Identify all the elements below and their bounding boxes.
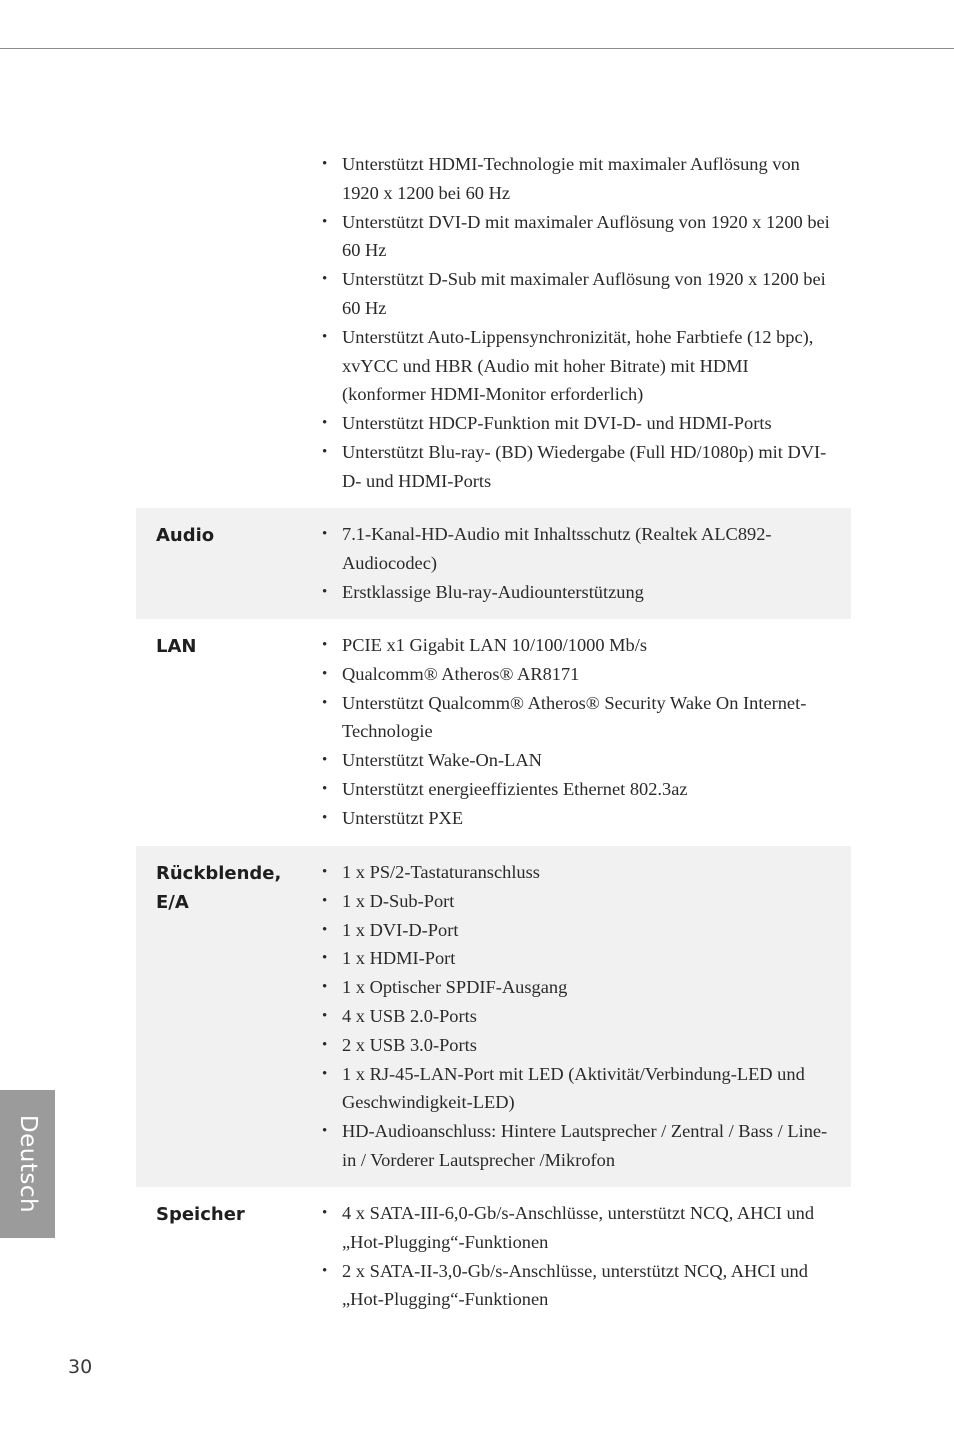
page-number: 30: [68, 1356, 93, 1378]
storage-label: Speicher: [156, 1204, 245, 1225]
list-item: • Qualcomm® Atheros® AR8171: [342, 660, 834, 689]
list-item: • Unterstützt Qualcomm® Atheros® Security Wake On Internet-Technologie: [342, 689, 834, 747]
spec-row-rear-panel: [136, 846, 851, 1187]
list-item: • 7.1-Kanal-HD-Audio mit Inhaltsschutz (Realtek ALC892-Audiocodec): [342, 520, 834, 578]
list-item: • Erstklassige Blu-ray-Audiounterstützung: [342, 578, 834, 607]
spec-row-audio: [136, 508, 851, 619]
lan-feature-list: [342, 631, 834, 833]
spec-row-storage: [136, 1187, 851, 1327]
lan-label: LAN: [156, 636, 197, 657]
list-item: • PCIE x1 Gigabit LAN 10/100/1000 Mb/s: [342, 631, 834, 660]
list-item: • Unterstützt PXE: [342, 804, 834, 833]
audio-label: Audio: [156, 525, 215, 546]
list-item: • 2 x SATA-II-3,0-Gb/s-Anschlüsse, unterstützt NCQ, AHCI und „Hot-Plugging“-Funktionen: [342, 1257, 834, 1315]
list-item: • 2 x USB 3.0-Ports: [342, 1031, 834, 1060]
list-item: • Unterstützt Wake-On-LAN: [342, 746, 834, 775]
list-item: • Unterstützt Blu-ray- (BD) Wiedergabe (Full HD/1080p) mit DVI-D- und HDMI-Ports: [342, 438, 834, 496]
list-item: • 4 x USB 2.0-Ports: [342, 1002, 834, 1031]
list-item: • 4 x SATA-III-6,0-Gb/s-Anschlüsse, unterstützt NCQ, AHCI und „Hot-Plugging“-Funktionen: [342, 1199, 834, 1257]
specification-table: [136, 150, 851, 1327]
list-item: • 1 x PS/2-Tastaturanschluss: [342, 858, 834, 887]
list-item: • 1 x D-Sub-Port: [342, 887, 834, 916]
list-item: • Unterstützt HDCP-Funktion mit DVI-D- und HDMI-Ports: [342, 409, 834, 438]
list-item: • 1 x DVI-D-Port: [342, 916, 834, 945]
rear-panel-label: Rückblende, E/A: [156, 863, 282, 913]
graphics-feature-list: [342, 150, 834, 496]
spec-row-graphics: [136, 150, 851, 508]
list-item: • Unterstützt DVI-D mit maximaler Auflösung von 1920 x 1200 bei 60 Hz: [342, 208, 834, 266]
rear-panel-feature-list: [342, 858, 834, 1175]
list-item: • Unterstützt energieeffizientes Ethernet 802.3az: [342, 775, 834, 804]
language-tab-label: Deutsch: [14, 1114, 41, 1214]
list-item: • Unterstützt Auto-Lippensynchronizität, hohe Farbtiefe (12 bpc), xvYCC und HBR (Audio mit hoher Bitrate) mit HDMI (konformer HDMI-Monitor erforderlich): [342, 323, 834, 409]
spec-row-lan: [136, 619, 851, 846]
list-item: • 1 x RJ-45-LAN-Port mit LED (Aktivität/Verbindung-LED und Geschwindigkeit-LED): [342, 1060, 834, 1118]
language-side-tab: [0, 1090, 55, 1238]
storage-feature-list: [342, 1199, 834, 1314]
list-item: • Unterstützt D-Sub mit maximaler Auflösung von 1920 x 1200 bei 60 Hz: [342, 265, 834, 323]
list-item: • 1 x HDMI-Port: [342, 944, 834, 973]
audio-feature-list: [342, 520, 834, 606]
list-item: • Unterstützt HDMI-Technologie mit maximaler Auflösung von 1920 x 1200 bei 60 Hz: [342, 150, 834, 208]
list-item: • 1 x Optischer SPDIF-Ausgang: [342, 973, 834, 1002]
header-rule: [0, 48, 954, 49]
list-item: • HD-Audioanschluss: Hintere Lautsprecher / Zentral / Bass / Line-in / Vorderer Lautsprecher /Mikrofon: [342, 1117, 834, 1175]
